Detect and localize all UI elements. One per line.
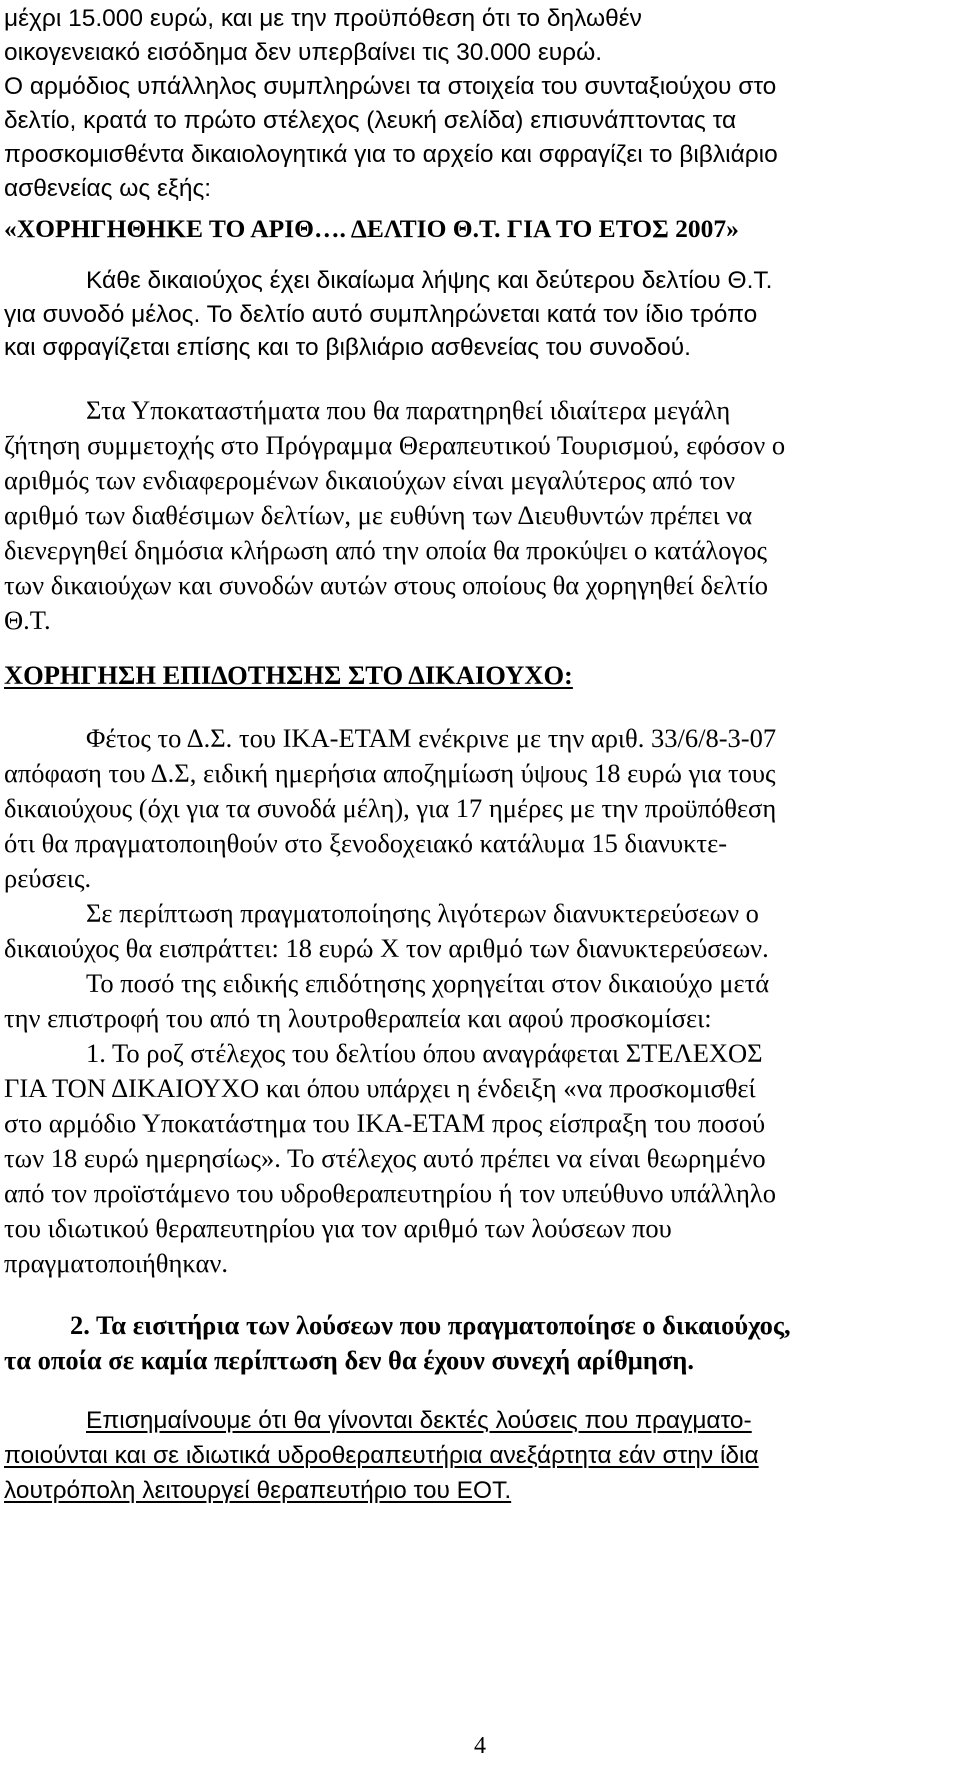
text-line: λουτρόπολη λειτουργεί θεραπευτήριο του ΕΟΤ.: [4, 1477, 512, 1504]
text-line: Ο αρμόδιος υπάλληλος συμπληρώνει τα στοιχεία του συνταξιούχου στο: [4, 73, 777, 100]
text-line: 1. Το ροζ στέλεχος του δελτίου όπου αναγράφεται ΣΤΕΛΕΧΟΣ: [86, 1038, 763, 1068]
text-line: Στα Υποκαταστήματα που θα παρατηρηθεί ιδιαίτερα μεγάλη: [86, 395, 731, 425]
text-line: απόφαση του Δ.Σ, ειδική ημερήσια αποζημίωση ύψους 18 ευρώ για τους: [4, 758, 776, 788]
text-line: αριθμός των ενδιαφερομένων δικαιούχων είναι μεγαλύτερος από τον: [4, 465, 736, 495]
text-line: ποιούνται και σε ιδιωτικά υδροθεραπευτήρια ανεξάρτητα εάν στην ίδια: [4, 1442, 759, 1469]
text-line: από τον προϊστάμενο του υδροθεραπευτηρίου ή τον υπεύθυνο υπάλληλο: [4, 1178, 776, 1208]
text-line: ζήτηση συμμετοχής στο Πρόγραμμα Θεραπευτικού Τουρισμού, εφόσον ο: [4, 430, 786, 460]
text-line: Θ.Τ.: [4, 605, 51, 635]
text-line: Κάθε δικαιούχος έχει δικαίωμα λήψης και δεύτερου δελτίου Θ.Τ.: [86, 267, 773, 294]
text-line: ΓΙΑ ΤΟΝ ΔΙΚΑΙΟΥΧΟ και όπου υπάρχει η ένδειξη «να προσκομισθεί: [4, 1073, 756, 1103]
text-line: Φέτος το Δ.Σ. του ΙΚΑ-ΕΤΑΜ ενέκρινε με την αριθ. 33/6/8-3-07: [86, 723, 777, 753]
text-line: ότι θα πραγματοποιηθούν στο ξενοδοχειακό κατάλυμα 15 διανυκτε-: [4, 828, 728, 858]
text-line: των δικαιούχων και συνοδών αυτών στους οποίους θα χορηγηθεί δελτίο: [4, 570, 768, 600]
text-line: προσκομισθέντα δικαιολογητικά για το αρχείο και σφραγίζει το βιβλιάριο: [4, 141, 778, 168]
text-line: οικογενειακό εισόδημα δεν υπερβαίνει τις 30.000 ευρώ.: [4, 39, 603, 66]
text-line: αριθμό των διαθέσιμων δελτίων, με ευθύνη των Διευθυντών πρέπει να: [4, 500, 753, 530]
stamp-text: «ΧΟΡΗΓΗΘΗΚΕ ΤΟ ΑΡΙΘ…. ΔΕΛΤΙΟ Θ.Τ. ΓΙΑ ΤΟ ΕΤΟΣ 2007»: [4, 214, 739, 243]
page-number: 4: [474, 1733, 486, 1759]
text-line: μέχρι 15.000 ευρώ, και με την προϋπόθεση ότι το δηλωθέν: [4, 5, 642, 32]
text-line: δικαιούχους (όχι για τα συνοδά μέλη), για 17 ημέρες με την προϋπόθεση: [4, 793, 777, 823]
text-line: για συνοδό μέλος. Το δελτίο αυτό συμπληρώνεται κατά τον ίδιο τρόπο: [4, 301, 758, 328]
text-line: την επιστροφή του από τη λουτροθεραπεία και αφού προσκομίσει:: [4, 1003, 712, 1033]
text-line: ασθενείας ως εξής:: [4, 175, 212, 202]
text-line: και σφραγίζεται επίσης και το βιβλιάριο ασθενείας του συνοδού.: [4, 334, 691, 361]
text-line: δικαιούχος θα εισπράττει: 18 ευρώ Χ τον αριθμό των διανυκτερεύσεων.: [4, 933, 769, 963]
text-line: δελτίο, κρατά το πρώτο στέλεχος (λευκή σελίδα) επισυνάπτοντας τα: [4, 107, 737, 134]
text-line: στο αρμόδιο Υποκατάστημα του ΙΚΑ-ΕΤΑΜ προς είσπραξη του ποσού: [4, 1108, 766, 1138]
text-line: διενεργηθεί δημόσια κλήρωση από την οποία θα προκύψει ο κατάλογος: [4, 535, 767, 565]
text-line: πραγματοποιήθηκαν.: [4, 1248, 228, 1278]
text-line: των 18 ευρώ ημερησίως». Το στέλεχος αυτό πρέπει να είναι θεωρημένο: [4, 1143, 766, 1173]
text-line: του ιδιωτικού θεραπευτηρίου για τον αριθμό των λούσεων που: [4, 1213, 672, 1243]
section-heading: ΧΟΡΗΓΗΣΗ ΕΠΙΔΟΤΗΣΗΣ ΣΤΟ ΔΙΚΑΙΟΥΧΟ:: [4, 660, 573, 690]
text-line: τα οποία σε καμία περίπτωση δεν θα έχουν συνεχή αρίθμηση.: [4, 1345, 694, 1375]
text-line: 2. Τα εισιτήρια των λούσεων που πραγματοποίησε ο δικαιούχος,: [70, 1310, 791, 1340]
text-line: Επισημαίνουμε ότι θα γίνονται δεκτές λούσεις που πραγματο-: [86, 1407, 752, 1434]
text-line: ρεύσεις.: [4, 863, 92, 893]
text-line: Το ποσό της ειδικής επιδότησης χορηγείται στον δικαιούχο μετά: [86, 968, 770, 998]
text-line: Σε περίπτωση πραγματοποίησης λιγότερων διανυκτερεύσεων ο: [86, 898, 759, 928]
